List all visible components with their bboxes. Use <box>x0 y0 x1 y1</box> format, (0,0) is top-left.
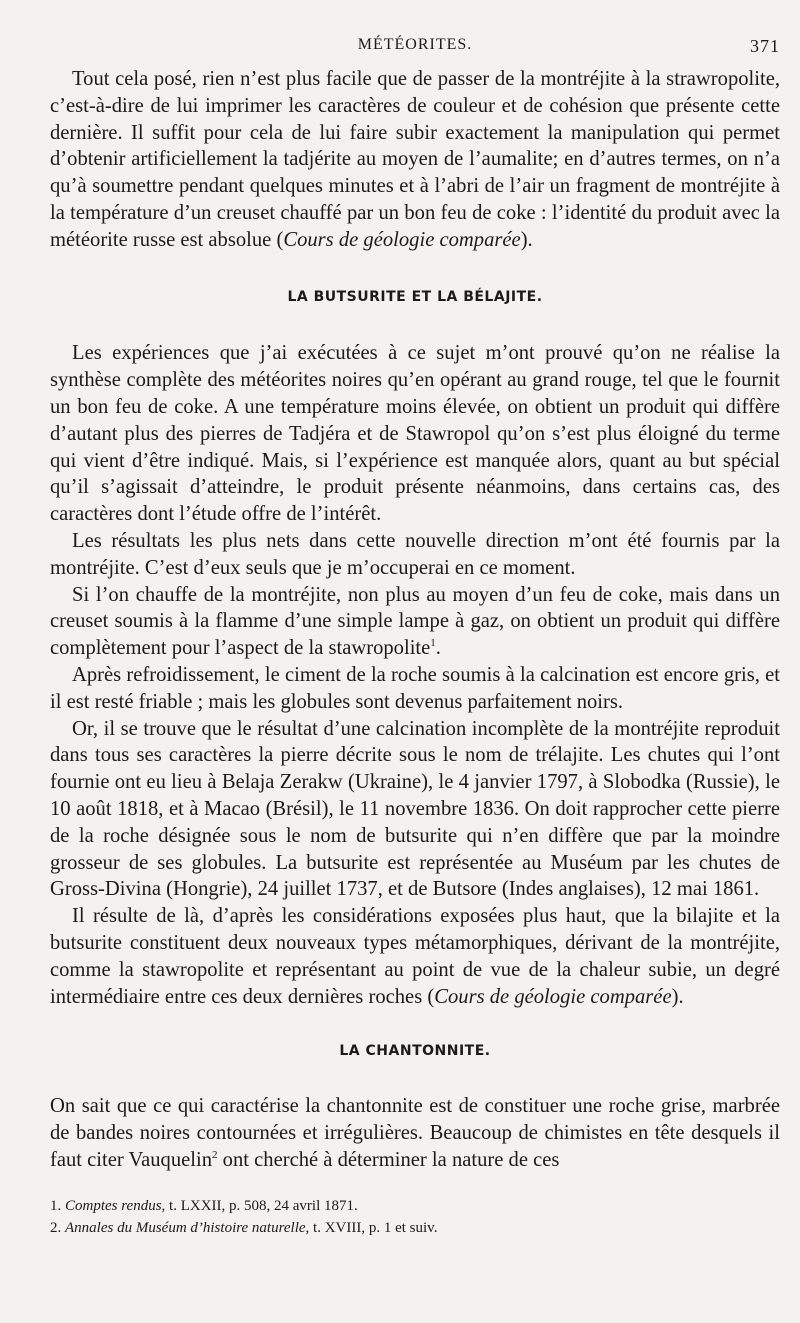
footnote-ref: 1 <box>430 637 436 650</box>
page-number: 371 <box>750 36 780 56</box>
citation: Cours de géologie comparée <box>283 228 521 251</box>
paragraph: Tout cela posé, rien n’est plus facile que de passer de la montréjite à la strawropolite, c’est-à-dire de lui imprimer les caractères de couleur et de cohésion que présente cette dernière. Il suffit pour cela de lui faire subir exactement la manipulation qui permet d’obtenir artificiellement la tadjérite au moyen de l’aumalite; en d’autres termes, on n’a qu’à soumettre pendant quelques minutes et à l’abri de l’air un fragment de montréjite à la température d’un creuset chauffé par un bon feu de coke : l’identité du produit avec la météorite russe est absolue (Cours de géologie comparée). <box>50 68 780 251</box>
paragraph: Si l’on chauffe de la montréjite, non plus au moyen d’un feu de coke, mais dans un creuset soumis à la flamme d’une simple lampe à gaz, on obtient un produit qui diffère complètement pour l’aspect de la stawropolite$^1$. <box>50 583 780 660</box>
section-heading: LA BUTSURITE ET LA BÉLAJITE. <box>287 288 543 305</box>
footnote-ref: 2 <box>212 1148 218 1161</box>
running-head <box>50 36 780 66</box>
paragraph: Les résultats les plus nets dans cette nouvelle direction m’ont été fournis par la montréjite. C’est d’eux seuls que je m’occuperai en ce moment. <box>50 529 780 579</box>
footnote: 1. Comptes rendus, t. LXXII, p. 508, 24 avril 1871. <box>50 1198 358 1215</box>
citation: Cours de géologie comparée <box>434 985 672 1008</box>
footnote: 2. Annales du Muséum d’histoire naturelle, t. XVIII, p. 1 et suiv. <box>50 1220 438 1237</box>
section-heading: LA CHANTONNITE. <box>339 1043 491 1060</box>
paragraph: Or, il se trouve que le résultat d’une calcination incomplète de la montréjite reproduit dans tous ses caractères la pierre décrite sous le nom de trélajite. Les chutes qui l’ont fournie ont eu lieu à Belaja Zerakw (Ukraine), le 4 janvier 1797, à Slobodka (Russie), le 10 août 1818, et à Macao (Brésil), le 11 novembre 1836. On doit rapprocher cette pierre de la roche désignée sous le nom de butsurite qui n’en diffère que par la moindre grosseur de ses globules. La butsurite est représentée au Muséum par les chutes de Gross-Divina (Hongrie), 24 juillet 1737, et de Butsore (Indes anglaises), 12 mai 1861. <box>50 717 780 901</box>
running-title: MÉTÉORITES. <box>357 36 473 53</box>
paragraph: Il résulte de là, d’après les considérations exposées plus haut, que la bilajite et la butsurite constituent deux nouveaux types métamorphiques, dérivant de la montréjite, comme la stawropolite et représentant au point de vue de la chaleur subie, un degré intermédiaire entre ces deux dernières roches (Cours de géologie comparée). <box>50 905 780 1008</box>
paragraph: Après refroidissement, le ciment de la roche soumis à la calcination est encore gris, et il est resté friable ; mais les globules sont devenus parfaitement noirs. <box>50 663 780 713</box>
footnotes <box>50 1195 780 1239</box>
paragraph: On sait que ce qui caractérise la chantonnite est de constituer une roche grise, marbrée de bandes noires contournées et irrégulières. Beaucoup de chimistes en tête desquels il faut citer Vauquelin$^2$ ont cherché à déterminer la nature de ces <box>50 1095 780 1171</box>
body-text <box>50 66 780 1173</box>
paragraph: Les expériences que j’ai exécutées à ce sujet m’ont prouvé qu’on ne réalise la synthèse complète des météorites noires qu’en opérant au grand rouge, tel que le fournit un bon feu de coke. A une température moins élevée, on obtient un produit qui diffère d’autant plus des pierres de Tadjéra et de Stawropol qu’on s’est plus éloigné du terme qui vient d’être indiqué. Mais, si l’expérience est manquée alors, quant au but spécial qu’il s’agissait d’atteindre, le produit présente néanmoins, dans certains cas, des caractères dont l’étude offre de l’intérêt. <box>50 342 780 526</box>
